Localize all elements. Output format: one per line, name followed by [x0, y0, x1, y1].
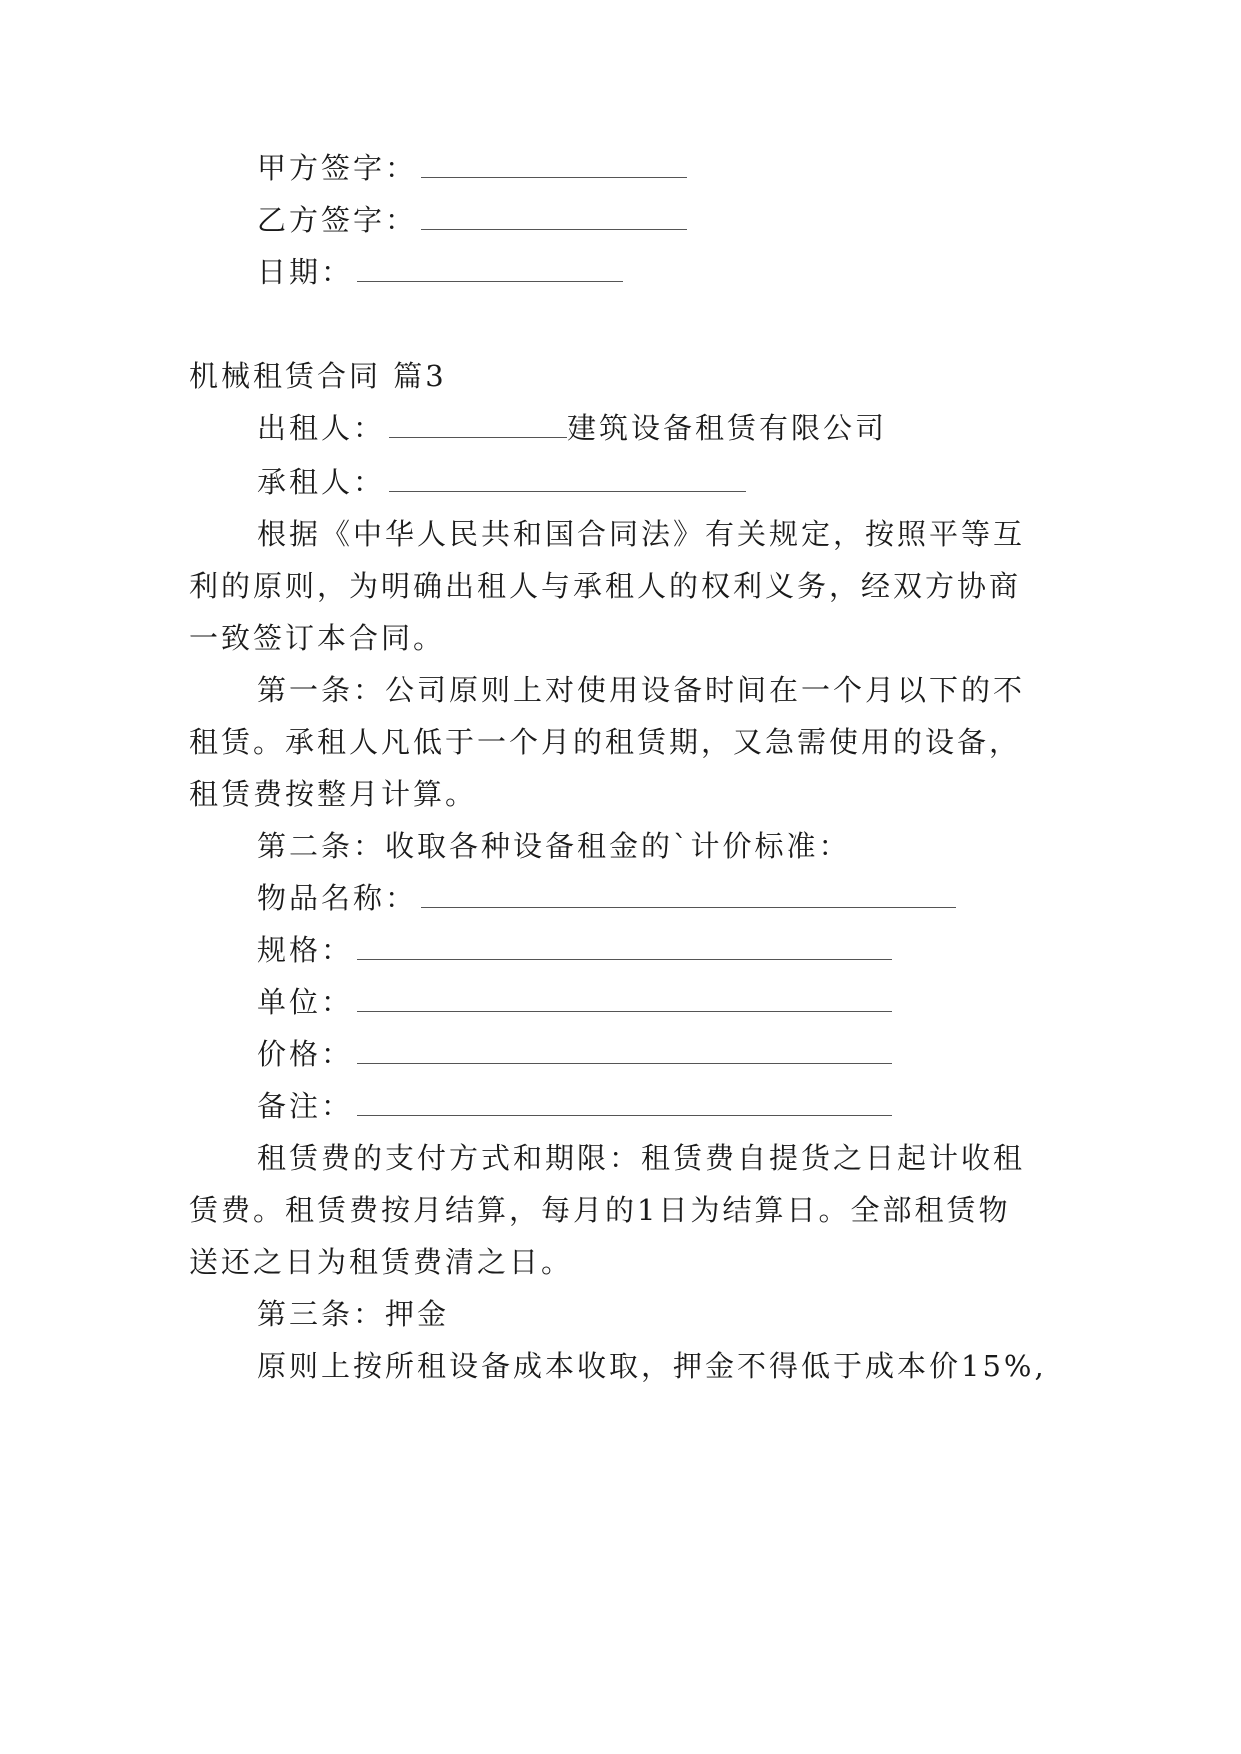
article3-title: 第三条：押金	[257, 1297, 450, 1331]
article1-line: 租赁。承租人凡低于一个月的租赁期，又急需使用的设备，	[189, 725, 1022, 759]
spec-blank[interactable]	[357, 937, 892, 960]
lessor-label: 出租人：	[257, 411, 386, 445]
item-name-label: 物品名称：	[257, 881, 418, 915]
price-field	[257, 1034, 892, 1074]
payment-line: 租赁费的支付方式和期限：租赁费自提货之日起计收租	[257, 1141, 1026, 1175]
payment-line: 赁费。租赁费按月结算，每月的1日为结算日。全部租赁物	[189, 1193, 1011, 1227]
remark-field	[257, 1086, 892, 1126]
intro-line: 利的原则，为明确出租人与承租人的权利义务，经双方协商	[189, 569, 1022, 603]
lessee-line	[257, 462, 746, 502]
party-a-signature-label: 甲方签字：	[257, 151, 418, 185]
intro-line: 根据《中华人民共和国合同法》有关规定，按照平等互	[257, 517, 1026, 551]
item-name-blank[interactable]	[421, 885, 956, 908]
payment-line: 送还之日为租赁费清之日。	[189, 1245, 574, 1279]
item-name-field	[257, 878, 956, 918]
spec-field	[257, 930, 892, 970]
unit-blank[interactable]	[357, 989, 892, 1012]
spec-label: 规格：	[257, 933, 354, 967]
article1-line: 第一条：公司原则上对使用设备时间在一个月以下的不	[257, 673, 1026, 707]
date-blank[interactable]	[357, 259, 623, 282]
lessor-line	[257, 408, 887, 448]
intro-line: 一致签订本合同。	[189, 621, 446, 655]
section-title: 机械租赁合同 篇3	[189, 359, 447, 393]
party-b-signature-line	[257, 200, 687, 240]
unit-label: 单位：	[257, 985, 354, 1019]
date-label: 日期：	[257, 255, 354, 289]
lessor-company-suffix: 建筑设备租赁有限公司	[567, 411, 888, 445]
deposit-line: 原则上按所租设备成本收取，押金不得低于成本价15%,	[257, 1349, 1047, 1383]
unit-field	[257, 982, 892, 1022]
party-a-signature-line	[257, 148, 687, 188]
lessee-blank[interactable]	[389, 469, 746, 492]
party-b-signature-label: 乙方签字：	[257, 203, 418, 237]
price-blank[interactable]	[357, 1041, 892, 1064]
lessor-blank[interactable]	[389, 415, 567, 438]
lessee-label: 承租人：	[257, 465, 386, 499]
remark-label: 备注：	[257, 1089, 354, 1123]
price-label: 价格：	[257, 1037, 354, 1071]
article1-line: 租赁费按整月计算。	[189, 777, 478, 811]
party-a-signature-blank[interactable]	[421, 155, 687, 178]
party-b-signature-blank[interactable]	[421, 207, 687, 230]
date-line	[257, 252, 623, 292]
article2-title: 第二条：收取各种设备租金的`计价标准：	[257, 829, 851, 863]
remark-blank[interactable]	[357, 1093, 892, 1116]
